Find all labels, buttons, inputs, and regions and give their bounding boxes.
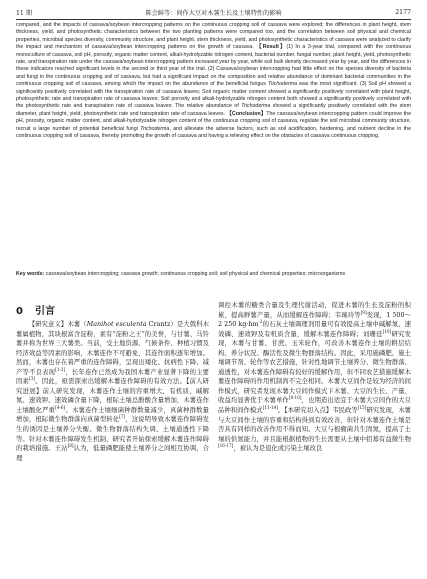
citation: [16-17] <box>218 443 234 449</box>
body-text: 的石灰土壤调理剂用量可有效提高土壤中碱解氮、速效磷、速效钾及有机质含量，缓解木薯连作障碍；刘珊廷 <box>218 321 411 338</box>
running-title: 陈会鲜等：间作大豆对木薯生长及土壤特性的影响 <box>145 9 282 17</box>
abstract-results-text: was the most significant. (3) Soil pH showed a significantly positively correlated with the transpiration rate of cassava leaves; Soil organic matter content showed a significantly positively correlated with plant height, photosynthetic rate and transpiration rate of cassava leaves; Soil porosity and alkali-hydrolyzable nitrogen content both showed a significantly positively correlated with the photosynthetic rate and transpiration rate of cassava leaves; The relative abundance of <box>16 81 412 110</box>
body-text: 木薯（ <box>67 321 87 328</box>
abstract-results-text: showed a significantly positively correlated with the stem diameter, plant height, yield, photosynthetic rate and transpiration rate of cassava leaves. <box>16 103 411 117</box>
body-text: ，也期造出适宜于木薯大豆间作的大豆品种和间作模式 <box>218 397 411 415</box>
citation: [3] <box>29 376 36 382</box>
paragraph <box>218 301 411 454</box>
citation: [8] <box>67 443 74 449</box>
body-text: 认为，低量磷肥能使土壤养分之间相互协调，合理 <box>16 445 209 462</box>
running-header <box>16 6 411 18</box>
genus-name: Trichoderma <box>140 125 170 132</box>
section-heading <box>16 302 55 317</box>
paragraph <box>16 320 209 463</box>
genus-name: Trichoderma <box>267 81 298 88</box>
body-text: ，被认为是退化或污染土壤改良 <box>233 445 323 453</box>
abstract-results-text: (1) In a 3-year trial, compared with the continuous monoculture of cassava, soil pH, porosity, organic matter content, alkali-hydrolyzable nitrogen content, bacterial number, fungal number, plant height, yield, photosynthetic rate, and transpiration rate under the cassava/soybean intercropping pattern increased year by year, while soil bulk density decreased year by year, and the differences in these indicators reached significant levels in the second or third year of the trial. (2) Cassava/soybean intercropping had little effect on the species diversity of bacteria and fungi in the continuous cropping soil of cassava, but had a significant impact on the composition and relative abundance of dominant bacterial communities in the continuous cropping soil of cassava, among which the impact on the abundance of the beneficial fungus <box>16 44 412 88</box>
right-column <box>218 301 411 454</box>
abstract-conclusion-text: The cassava/soybean intercropping pattern could improve the pH, porosity, organic matter content, and alkali-hydrolyzable nitrogen content of the continuous cropping soil of cassava, regulate the soil microbial community structure, recruit a large number of potential beneficial fungi <box>16 110 411 132</box>
left-column <box>16 320 209 463</box>
progress-label: 【前人研究进展】 <box>16 378 209 395</box>
citation: [1-2] <box>55 366 66 372</box>
section-title: 引言 <box>34 306 55 317</box>
body-text: Crantz）是大戟科木薯属植物，其块根富含淀粉，素有“淀粉之王”的美誉，与甘薯、马铃薯并称为世界三大薯类。当前，受土地资源、气候条件、种植习惯及经济效益等因素的影响，木薯连作不可避免，其连作面积逐年增加。然而，木薯也存在着严重的连作障碍，呈现出矮化、抗病性下降、减产等不良表现 <box>16 321 209 376</box>
significance-label: 【研究意义】 <box>28 321 68 328</box>
result-label: 【Result】 <box>256 44 287 51</box>
citation: [10] <box>382 328 392 334</box>
body-text: 。因此，亟需探索出缓解木薯连作障碍的有效方法。 <box>35 378 187 386</box>
citation: [4-6] <box>55 404 66 410</box>
english-abstract <box>16 22 411 141</box>
body-text: 韦民政等 <box>332 407 358 415</box>
header-rule <box>16 19 411 20</box>
volume-issue: 11 期 <box>16 9 33 17</box>
abstract-methods-text: compared, and the impacts of cassava/soybean intercropping patterns on the continuous cropping soil of cassava were explored; the differences in plant height, stem thickness, yield, and photosynthetic characteristics between the two planting patterns were compared too, and the correlation between soil physical and chemical properties, microbial species diversity, community structure, and plant height, stem thickness, yield, and photosynthetic characteristics of cassava were analyzed to clarify the impact and mechanism of cassava/soybean intercropping patterns on the growth of cassava. <box>16 22 411 51</box>
keywords-text: cassava/soybean intercropping; cassava growth; continuous cropping soil; soil physical and chemical properties; microorganisms <box>45 271 346 277</box>
unit-exponent: -2 <box>258 319 263 325</box>
body-text: ，这说明导致木薯连作障碍发生的诱因是土壤养分失衡、微生物群落结构失调、土壤通透性下降等。针对木薯连作障碍发生机制，研究者开始探索缓解木薯连作障碍的栽培措施。王站 <box>16 416 209 453</box>
page-number: 2177 <box>395 8 411 16</box>
body-text: ，长年连作已然成为我国木薯产业显著下降的主要因素 <box>16 368 209 386</box>
abstract-conclusion-text: , and alleviate the adverse factors, such as soil acidification, hardening, and nutrient decline in the continuous cropping soil of cassava, thereby promoting the growth of cassava and having a relieving effect on the obstacles of cassava continuous cropping. <box>16 125 411 140</box>
citation: [9-10] <box>288 395 302 401</box>
body-text: 。木薯连作土壤细菌种群数量减少，真菌种群数量增加，根际微生物群落向真菌型转化 <box>16 406 209 424</box>
body-text: 调控木薯的糖类合量及生理代谢活动，促进木薯的生长及淀粉的积累，提高鲜薯产量，从而缓解连作障碍；韦琬玲等 <box>218 302 411 319</box>
keywords-label: Key words: <box>16 271 45 277</box>
body-text: 。 <box>277 407 285 415</box>
genus-name: Trichoderma <box>241 103 271 110</box>
citation: [15] <box>357 405 367 411</box>
section-number: 0 <box>16 306 23 317</box>
conclusion-label: 【Conclusion】 <box>226 110 267 117</box>
citation: [11-14] <box>262 405 278 411</box>
citation: [9] <box>360 309 367 315</box>
entry-point-label: 【本研究切入点】 <box>284 407 333 415</box>
body-text: 发现，1 500～2 250 kg·hm <box>218 311 411 329</box>
body-text: 研究发现，木薯与大豆间作土壤的容重和结构得到有效改善，但针对木薯连作土壤是否具有同样的改善作用不得而知。大豆与根瘤菌共生固氮，提高了土壤的供氮能力，并且能根据植物的生长需要从土壤中招募有益微生物 <box>218 407 411 443</box>
body-text: 研究发现，木薯与甘薯、甘蔗、玉米轮作，可改善木薯连作土壤的耕层结构、养分状况、酶活性及微生物群落结构。因此，采用施磷肥、施土壤调节剂、轮作等农艺措施，针对性地调节土壤养分、微生物群落、通透性，对木薯连作障碍有较好的缓解作用，但不同农艺措施缓解木薯连作障碍的作用机制尚不完全相同。木薯大豆间作是较为经济的间作模式，研究者发现木薯大豆间作模式下木薯、大豆的生长、产量、收益均显著优于木薯单作 <box>218 330 411 405</box>
keywords-block <box>16 271 411 278</box>
body-text: 前人研究发现，木薯连作土壤的容重增大，有机质、碱解氮、速效钾、速效磷含量下降，根际土壤总酚酸含量增加，木薯连作土壤酸化严重 <box>16 387 209 414</box>
latin-name: Manihot esculenta <box>86 321 147 328</box>
citation: [7] <box>119 414 126 420</box>
